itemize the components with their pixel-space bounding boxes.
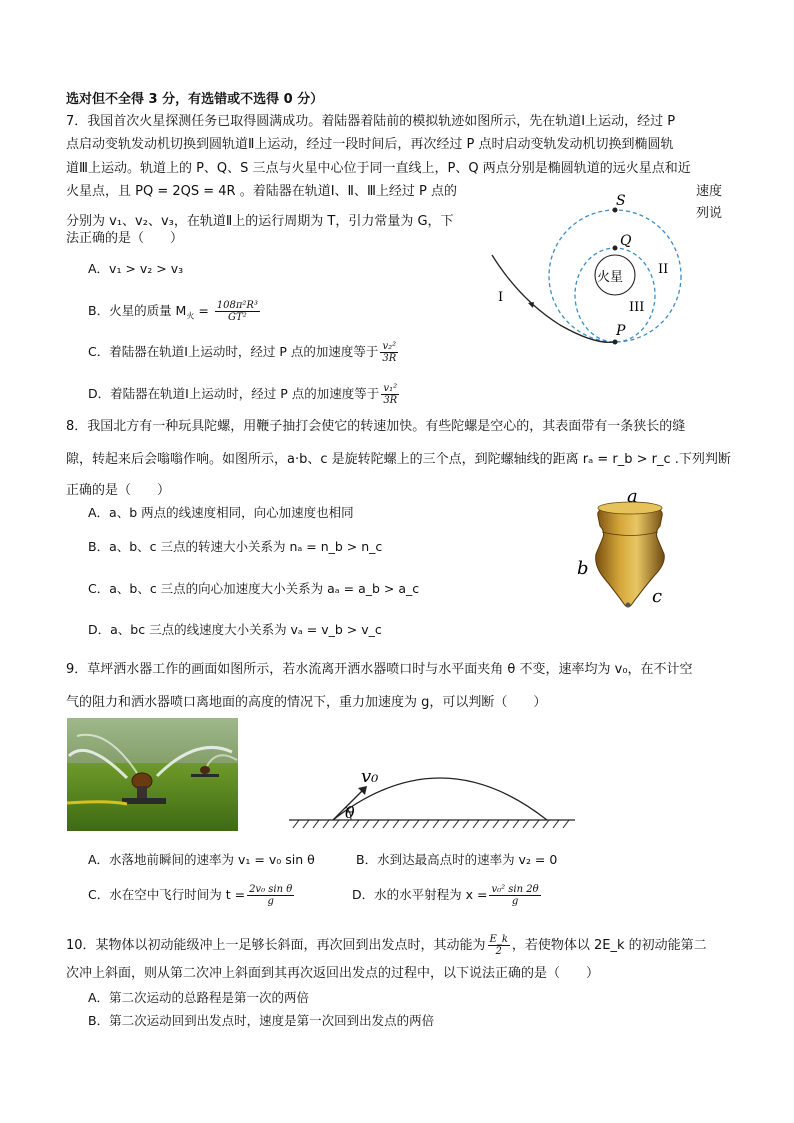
q9-line-1: 9．草坪洒水器工作的画面如图所示，若水流离开洒水器喷口时与水平面夹角 θ 不变，速率均为 v₀，在不计空: [66, 662, 693, 677]
spinning-top-figure: [568, 484, 678, 614]
q8-line-2: 隙，转起来后会嗡嗡作响。如图所示，a·b、c 是旋转陀螺上的三个点，到陀螺轴线的距离 rₐ = r_b > r_c .下列判断: [66, 452, 731, 467]
spinning-top-tip: [626, 603, 631, 608]
q7-line-2: 点启动变轨发动机切换到圆轨道Ⅱ上运动，经过一段时间后，再次经过 P 点时启动变轨发动机切换到椭圆轨: [66, 137, 674, 152]
q9-option-a: A．水落地前瞬间的速率为 v₁ = v₀ sin θ: [88, 852, 315, 867]
q7-option-c: C．着陆器在轨道Ⅰ上运动时，经过 P 点的加速度等于 $\frac{\text{v₂²}}{3R}$: [88, 341, 397, 364]
q10-line-1: 10．某物体以初动能级冲上一足够长斜面，再次回到出发点时，其动能为 $\frac{E\_k}{2}$ ，若使物体以 2E_k 的初动能第二: [66, 934, 707, 957]
label-orbit-i: I: [498, 290, 504, 305]
header-note: 选对但不全得 3 分，有选错或不选得 0 分）: [66, 92, 324, 107]
q7-line-6: 法正确的是（ ）: [66, 231, 184, 246]
label-q: Q: [620, 233, 632, 249]
q10-option-b: B．第二次运动回到出发点时，速度是第一次回到出发点的两倍: [88, 1013, 435, 1028]
label-mars: 火星: [597, 270, 624, 285]
q7-line-5: 分别为 v₁、v₂、v₃，在轨道Ⅱ上的运行周期为 T，引力常量为 G，下: [66, 214, 454, 229]
q7-line-1: 7．我国首次火星探测任务已取得圆满成功。着陆器着陆前的模拟轨迹如图所示，先在轨道Ⅰ上运动，经过 P: [66, 114, 676, 129]
label-v0: v₀: [361, 766, 379, 787]
label-b: b: [577, 558, 589, 579]
q10-option-a: A．第二次运动的总路程是第一次的两倍: [88, 990, 310, 1005]
orbit-figure: [480, 185, 700, 365]
q9-line-2: 气的阻力和洒水器喷口离地面的高度的情况下，重力加速度为 g，可以判断（ ）: [66, 695, 547, 710]
label-s: S: [616, 193, 626, 209]
projectile-diagram: [285, 758, 580, 833]
q10-line-2: 次冲上斜面，则从第二次冲上斜面到其再次返回出发点的过程中，以下说法正确的是（ ）: [66, 966, 600, 981]
orbit-i-arrow-icon: [528, 302, 534, 308]
q8-option-d: D．a、bc 三点的线速度大小关系为 vₐ = v_b > v_c: [88, 622, 382, 637]
q8-option-a: A．a、b 两点的线速度相同，向心加速度也相同: [88, 505, 354, 520]
q7-option-d: D．着陆器在轨道Ⅰ上运动时，经过 P 点的加速度等于 $\frac{\text{v₁²}}{3R}$: [88, 383, 398, 406]
q7-right-word-1: 速度: [696, 184, 723, 199]
q8-option-b: B．a、b、c 三点的转速大小关系为 nₐ = n_b > n_c: [88, 539, 383, 554]
q8-line-1: 8．我国北方有一种玩具陀螺，用鞭子抽打会使它的转速加快。有些陀螺是空心的，其表面带有一条狭长的缝: [66, 419, 686, 434]
label-orbit-ii: II: [658, 262, 669, 277]
sprinkler-photo: [67, 718, 238, 831]
q8-option-c: C．a、b、c 三点的向心加速度大小关系为 aₐ = a_b > a_c: [88, 581, 420, 596]
q7-line-3: 道Ⅲ上运动。轨道上的 P、Q、S 三点与火星中心位于同一直线上，P、Q 两点分别是椭圆轨道的远火星点和近: [66, 161, 691, 176]
q7-option-b: B．火星的质量 $M_火$ = $\frac{\text{108π²R³}}{\text{GT²}}$: [88, 300, 258, 323]
q9-option-d: D．水的水平射程为 x = $\frac{\text{v₀² sin 2θ}}{g}$: [352, 884, 539, 907]
label-orbit-iii: III: [629, 300, 645, 315]
q9-option-c: C．水在空中飞行时间为 t = $\frac{\text{2v₀ sin θ}}{g}$: [88, 884, 293, 907]
point-p: [613, 340, 618, 345]
q9-option-b: B．水到达最高点时的速率为 v₂ = 0: [356, 852, 558, 867]
label-theta: θ: [345, 803, 355, 822]
q8-line-3: 正确的是（ ）: [66, 483, 171, 498]
label-a: a: [627, 486, 638, 507]
label-p: P: [616, 323, 626, 339]
label-c: c: [652, 586, 663, 607]
ground-hatch: [293, 820, 569, 828]
q7-line-4: 火星点，且 PQ = 2QS = 4R 。着陆器在轨道Ⅰ、Ⅱ、Ⅲ上经过 P 点的: [66, 184, 458, 199]
q7-right-word-2: 列说: [696, 206, 723, 221]
q7-option-a: A．v₁ > v₂ > v₃: [88, 261, 184, 276]
point-q: [613, 246, 618, 251]
